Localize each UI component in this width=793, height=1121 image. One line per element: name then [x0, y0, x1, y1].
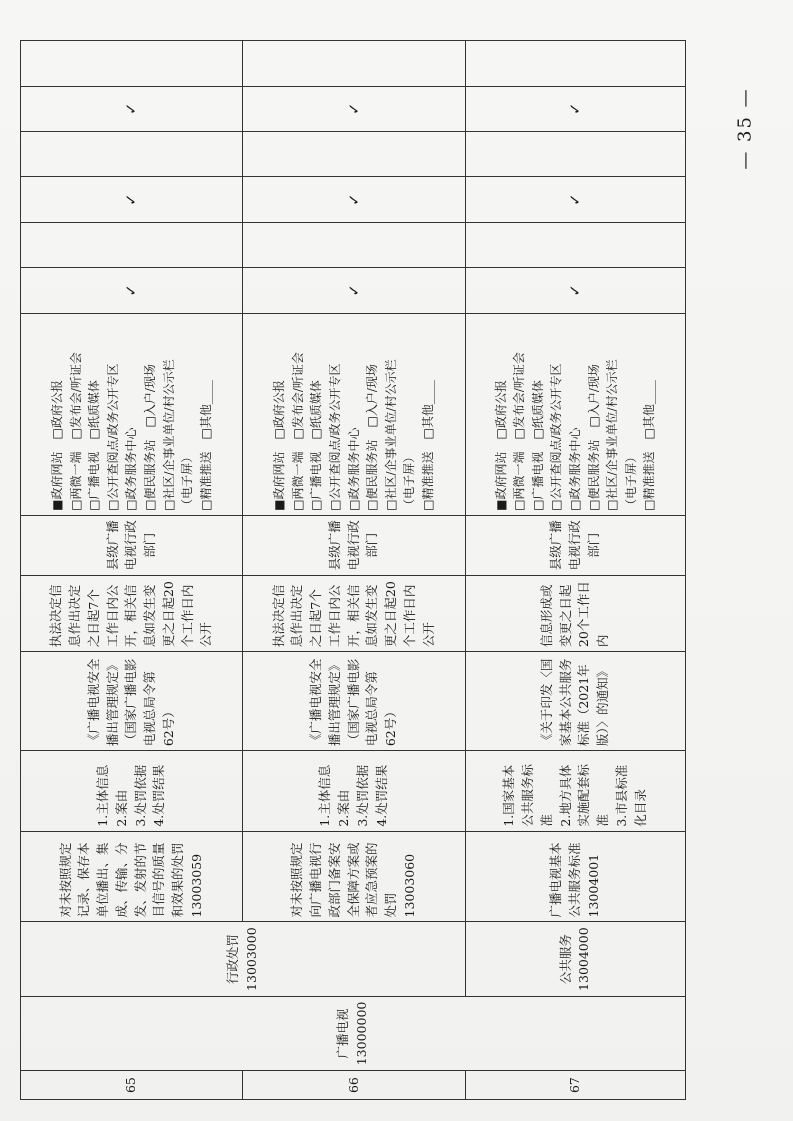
row-index: 66: [243, 1071, 465, 1100]
page-number: — 35 —: [734, 87, 756, 170]
rotated-table-wrapper: [20, 40, 686, 1100]
disclosure-timing: 执法决定信息作出决定之日起7个工作日内公开，相关信息如发生变更之日起20个工作日内公开: [21, 575, 243, 651]
disclosure-subject: 县级广播电视行政部门: [465, 515, 686, 575]
disclosure-timing: 执法决定信息作出决定之日起7个工作日内公开，相关信息如发生变更之日起20个工作日内公开: [243, 575, 465, 651]
disclosure-table: [20, 40, 686, 1100]
category-level2: 公共服务 13004000: [465, 922, 686, 996]
category-level1: 广播电视 13000000: [21, 996, 686, 1070]
check-cell: ✓: [465, 177, 686, 222]
check-cell: [21, 41, 243, 87]
check-cell: ✓: [465, 268, 686, 313]
check-cell: ✓: [21, 268, 243, 313]
check-cell: ✓: [21, 86, 243, 131]
disclosure-channels: ■政府网站 □政府公报 □两微一端 □发布会/听证会 □广播电视 □纸质媒体 □公开查阅点/政务公开专区 □政务服务中心 □便民服务站 □入户/现场 □社区/企事业单位/村公示栏 （电子屏） □精准推送 □其他____: [465, 313, 686, 515]
check-cell: ✓: [243, 86, 465, 131]
disclosure-elements: 1.主体信息 2.案由 3.处罚依据 4.处罚结果: [243, 751, 465, 832]
check-cell: [21, 222, 243, 267]
check-cell: [21, 131, 243, 176]
disclosure-elements: 1.主体信息 2.案由 3.处罚依据 4.处罚结果: [21, 751, 243, 832]
check-cell: ✓: [243, 177, 465, 222]
check-cell: [465, 131, 686, 176]
check-cell: [243, 41, 465, 87]
table-row: [465, 41, 686, 1100]
check-cell: [465, 41, 686, 87]
disclosure-basis: 《广播电视安全播出管理规定》（国家广播电影电视总局令第62号）: [243, 652, 465, 751]
category-level2: 行政处罚 13003000: [21, 922, 466, 996]
table-row: [21, 41, 243, 1100]
row-index: 67: [465, 1071, 686, 1100]
disclosure-item: 对未按照规定记录、保存本单位播出、集成、传输、分发、发射的节目信号的质量和效果的处罚 13003059: [21, 831, 243, 922]
disclosure-item: 对未按照规定向广播电视行政部门备案安全保障方案或者应急预案的处罚 13003060: [243, 831, 465, 922]
disclosure-basis: 《关于印发〈国家基本公共服务标准（2021年版）〉的通知》: [465, 652, 686, 751]
check-cell: ✓: [465, 86, 686, 131]
disclosure-subject: 县级广播电视行政部门: [21, 515, 243, 575]
check-cell: [465, 222, 686, 267]
check-cell: [243, 222, 465, 267]
check-cell: ✓: [21, 177, 243, 222]
row-index: 65: [21, 1071, 243, 1100]
disclosure-channels: ■政府网站 □政府公报 □两微一端 □发布会/听证会 □广播电视 □纸质媒体 □公开查阅点/政务公开专区 □政务服务中心 □便民服务站 □入户/现场 □社区/企事业单位/村公示栏 （电子屏） □精准推送 □其他____: [243, 313, 465, 515]
disclosure-subject: 县级广播电视行政部门: [243, 515, 465, 575]
disclosure-item: 广播电视基本公共服务标准 13004001: [465, 831, 686, 922]
disclosure-timing: 信息形成或变更之日起20个工作日内: [465, 575, 686, 651]
disclosure-basis: 《广播电视安全播出管理规定》（国家广播电影电视总局令第62号）: [21, 652, 243, 751]
check-cell: [243, 131, 465, 176]
disclosure-elements: 1.国家基本公共服务标准 2.地方具体实施配套标准 3.市县标准化目录: [465, 751, 686, 832]
disclosure-channels: ■政府网站 □政府公报 □两微一端 □发布会/听证会 □广播电视 □纸质媒体 □公开查阅点/政务公开专区 □政务服务中心 □便民服务站 □入户/现场 □社区/企事业单位/村公示栏 （电子屏） □精准推送 □其他____: [21, 313, 243, 515]
check-cell: ✓: [243, 268, 465, 313]
